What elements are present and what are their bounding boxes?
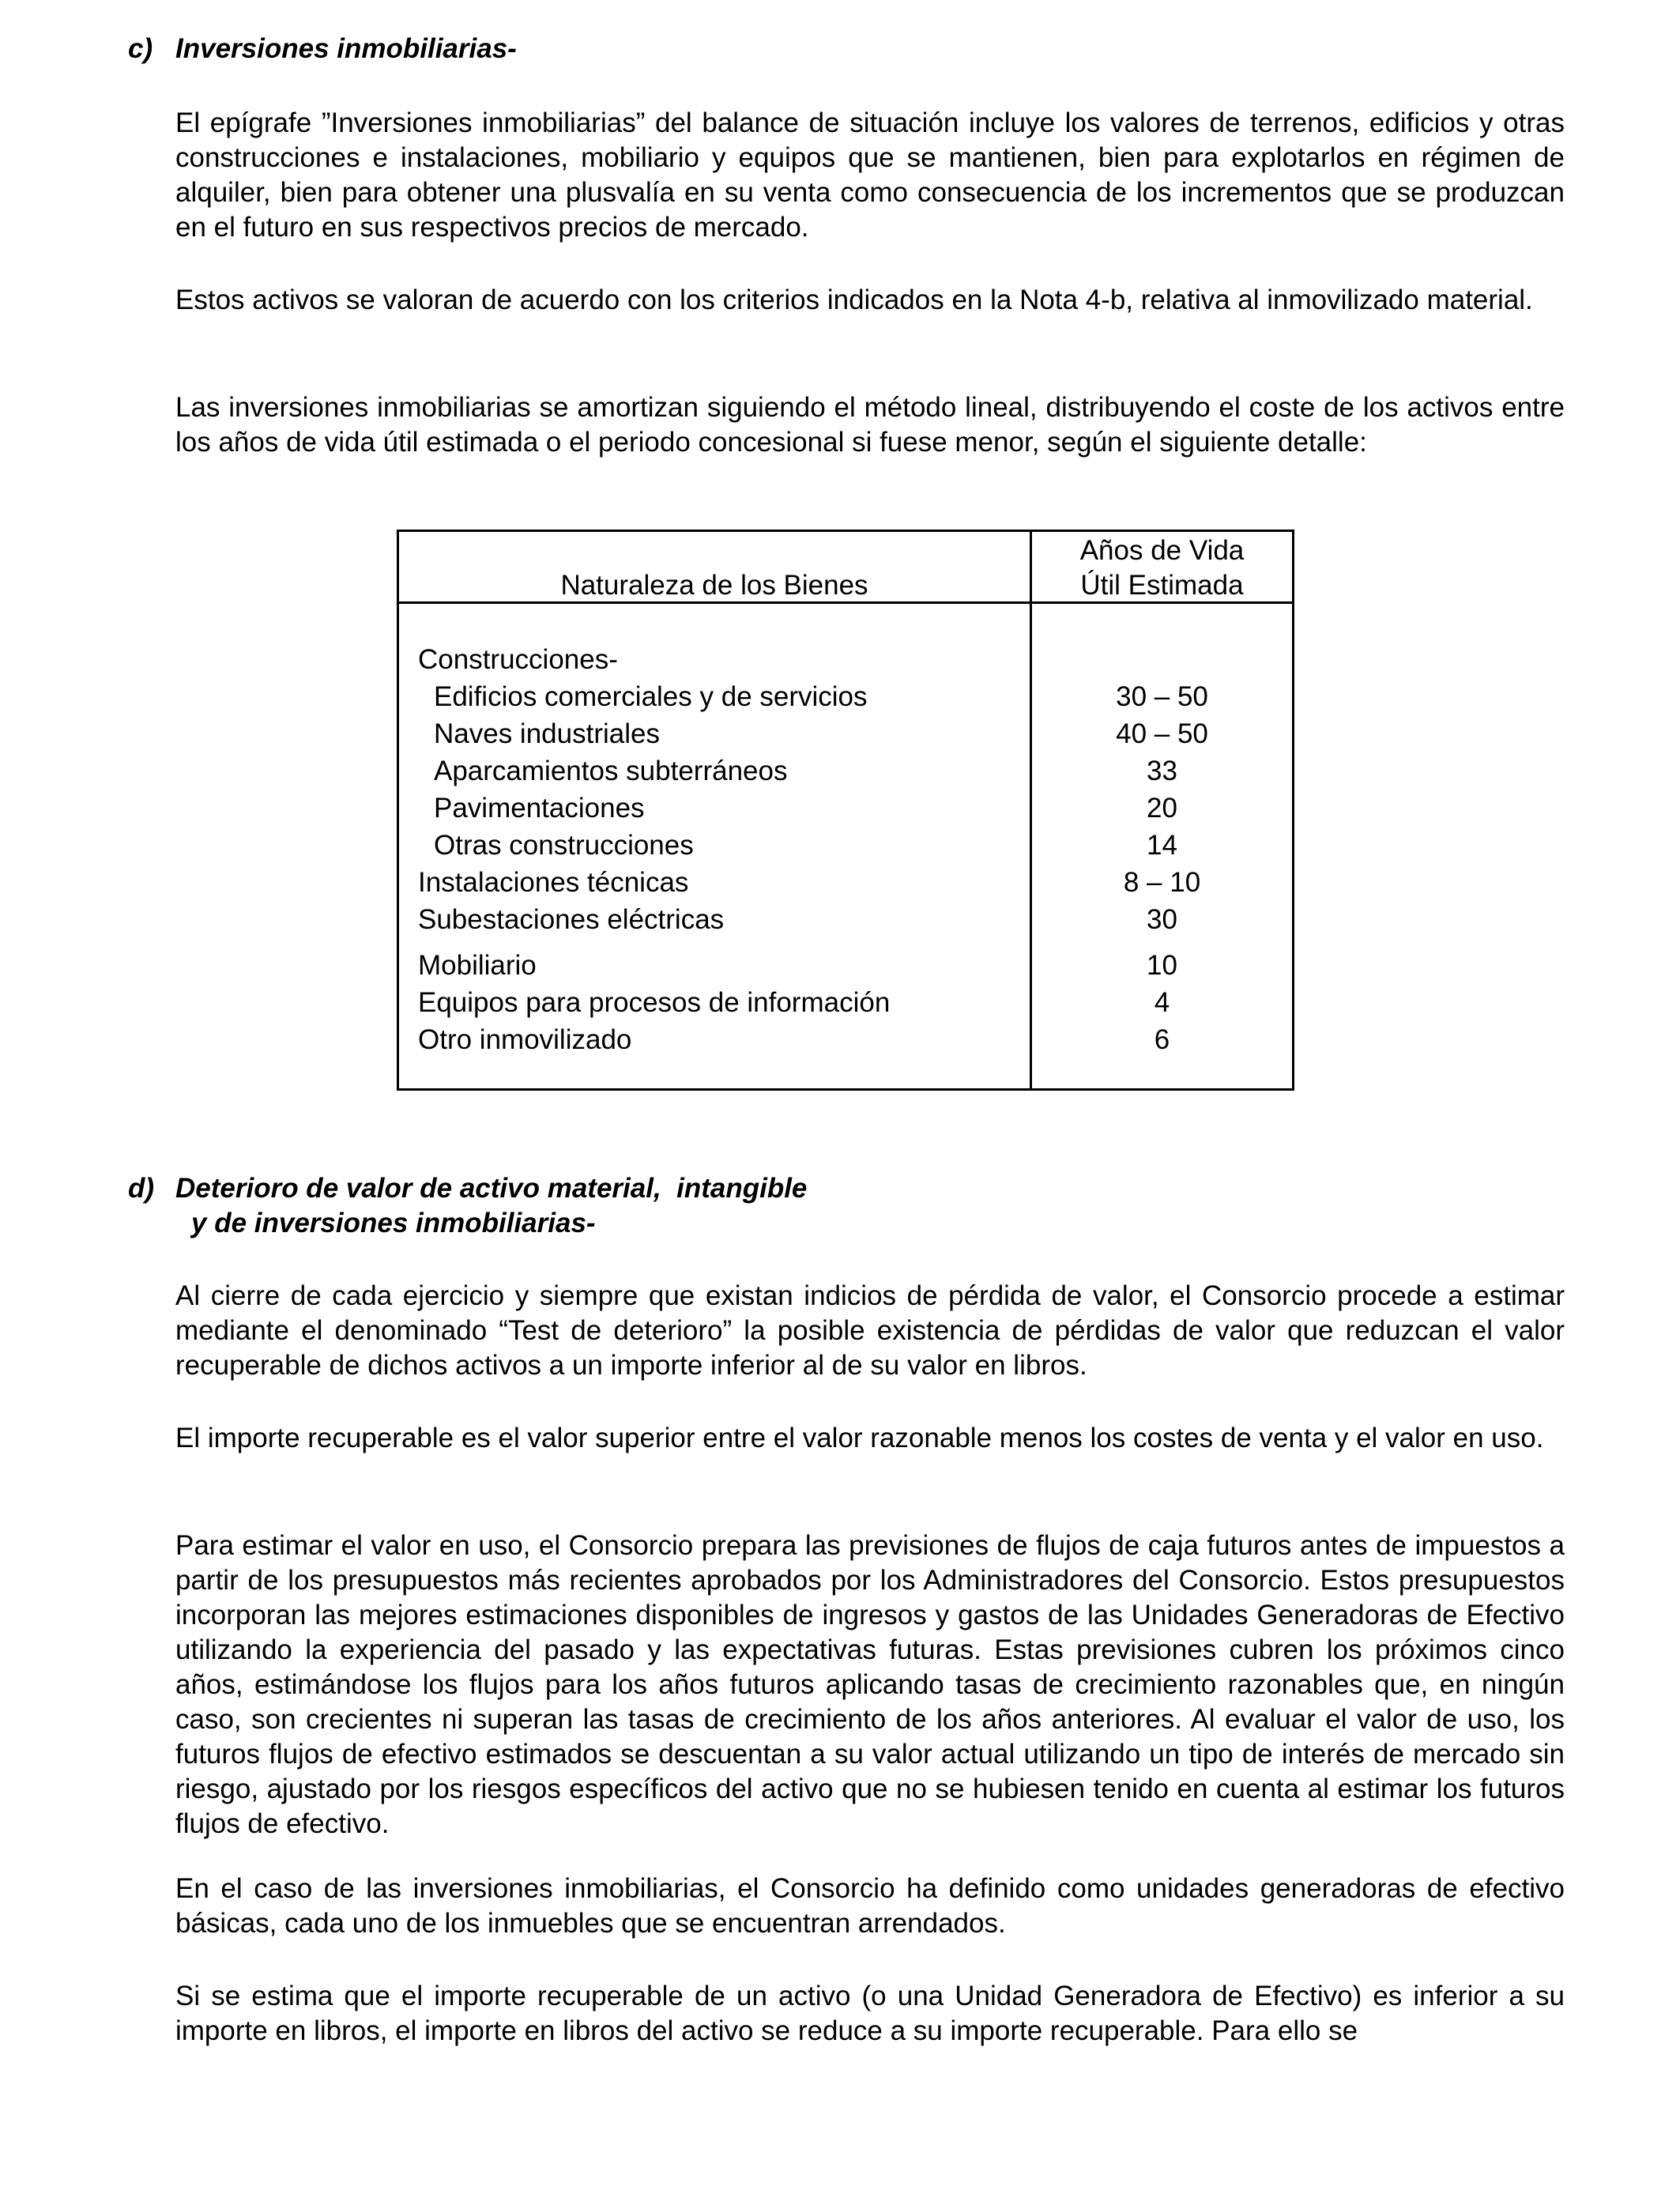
- table-row-value: 30: [1147, 904, 1177, 935]
- table-row-label: Aparcamientos subterráneos: [434, 756, 788, 786]
- section-d-title-line-2: y de inversiones inmobiliarias-: [191, 1208, 596, 1238]
- table-row-value: 30 – 50: [1116, 681, 1208, 712]
- table-row-label: Otras construcciones: [434, 830, 694, 861]
- section-d-paragraph-2: El importe recuperable es el valor superior entre el valor razonable menos los costes de venta y el valor en uso.: [175, 1423, 1544, 1453]
- table-row-value: 10: [1147, 950, 1177, 981]
- table-row-value: 40 – 50: [1116, 718, 1208, 749]
- section-c-paragraph-2: Estos activos se valoran de acuerdo con los criterios indicados en la Nota 4-b, relativa al inmovilizado material.: [175, 285, 1533, 315]
- table-row-value: 20: [1147, 793, 1177, 824]
- section-c-title: Inversiones inmobiliarias-: [175, 33, 517, 64]
- section-d-paragraph-3: Para estimar el valor en uso, el Consorcio prepara las previsiones de flujos de caja futuros antes de impuestos a partir de los presupuestos más recientes aprobados por los Administradores del Consorcio. Estos presupuestos incorporan las mejores estimaciones disponibles de ingresos y gastos de las Unidades Generadoras de Efectivo utilizando la experiencia del pasado y las expectativas futuras. Estas previsiones cubren los próximos cinco años, estimándose los flujos para los años futuros aplicando tasas de crecimiento razonables que, en ningún caso, son crecientes ni superan las tasas de crecimiento de los años anteriores. Al evaluar el valor de uso, los futuros flujos de efectivo estimados se descuentan a su valor actual utilizando un tipo de interés de mercado sin riesgo, ajustado por los riesgos específicos del activo que no se hubiesen tenido en cuenta al estimar los futuros flujos de efectivo.: [175, 1530, 1565, 1839]
- section-d-paragraph-5: Si se estima que el importe recuperable de un activo (o una Unidad Generadora de Efectivo) es inferior a su importe en libros, el importe en libros del activo se reduce a su importe recuperable. Para ello se: [175, 1981, 1565, 2046]
- section-d-title-line-1: Deterioro de valor de activo material, intangible: [175, 1173, 808, 1204]
- table-header-nature: Naturaleza de los Bienes: [560, 570, 868, 601]
- table-row-label: Instalaciones técnicas: [418, 867, 689, 898]
- table-header-years: Años de Vida Útil Estimada: [1079, 535, 1245, 601]
- section-d-heading: [128, 1171, 1076, 1241]
- section-c-letter: c): [128, 33, 153, 64]
- table-row-label: Equipos para procesos de información: [418, 987, 891, 1018]
- table-row-label: Edificios comerciales y de servicios: [434, 681, 868, 712]
- section-d-letter: d): [128, 1173, 155, 1204]
- table-row-value: 33: [1147, 756, 1177, 786]
- section-c-paragraph-3: Las inversiones inmobiliarias se amortizan siguiendo el método lineal, distribuyendo el coste de los activos entre los años de vida útil estimada o el periodo concesional si fuese menor, según el siguiente detalle:: [175, 392, 1565, 458]
- useful-life-table: [397, 530, 1294, 1091]
- table-row-value: 4: [1154, 987, 1170, 1018]
- table-row-value: 8 – 10: [1123, 867, 1201, 898]
- table-row-label: Subestaciones eléctricas: [418, 904, 725, 935]
- section-c-heading: [128, 32, 839, 66]
- table-row-label: Naves industriales: [434, 718, 660, 749]
- table-row-label: Otro inmovilizado: [418, 1024, 632, 1055]
- table-row-label: Mobiliario: [418, 950, 537, 981]
- section-c-paragraph-1: El epígrafe ”Inversiones inmobiliarias” del balance de situación incluye los valores de terrenos, edificios y otras construcciones e instalaciones, mobiliario y equipos que se mantienen, bien para explotarlos en régimen de alquiler, bien para obtener una plusvalía en su venta como consecuencia de los incrementos que se produzcan en el futuro en sus respectivos precios de mercado.: [175, 107, 1565, 243]
- section-d-paragraph-1: Al cierre de cada ejercicio y siempre que existan indicios de pérdida de valor, el Consorcio procede a estimar mediante el denominado “Test de deterioro” la posible existencia de pérdidas de valor que reduzcan el valor recuperable de dichos activos a un importe inferior al de su valor en libros.: [175, 1280, 1565, 1381]
- table-group-label: Construcciones-: [418, 644, 618, 675]
- table-row-label: Pavimentaciones: [434, 793, 645, 824]
- section-d-paragraph-4: En el caso de las inversiones inmobiliarias, el Consorcio ha definido como unidades generadoras de efectivo básicas, cada uno de los inmuebles que se encuentran arrendados.: [175, 1873, 1565, 1939]
- table-row-value: 14: [1147, 830, 1177, 861]
- table-row-value: 6: [1154, 1024, 1170, 1055]
